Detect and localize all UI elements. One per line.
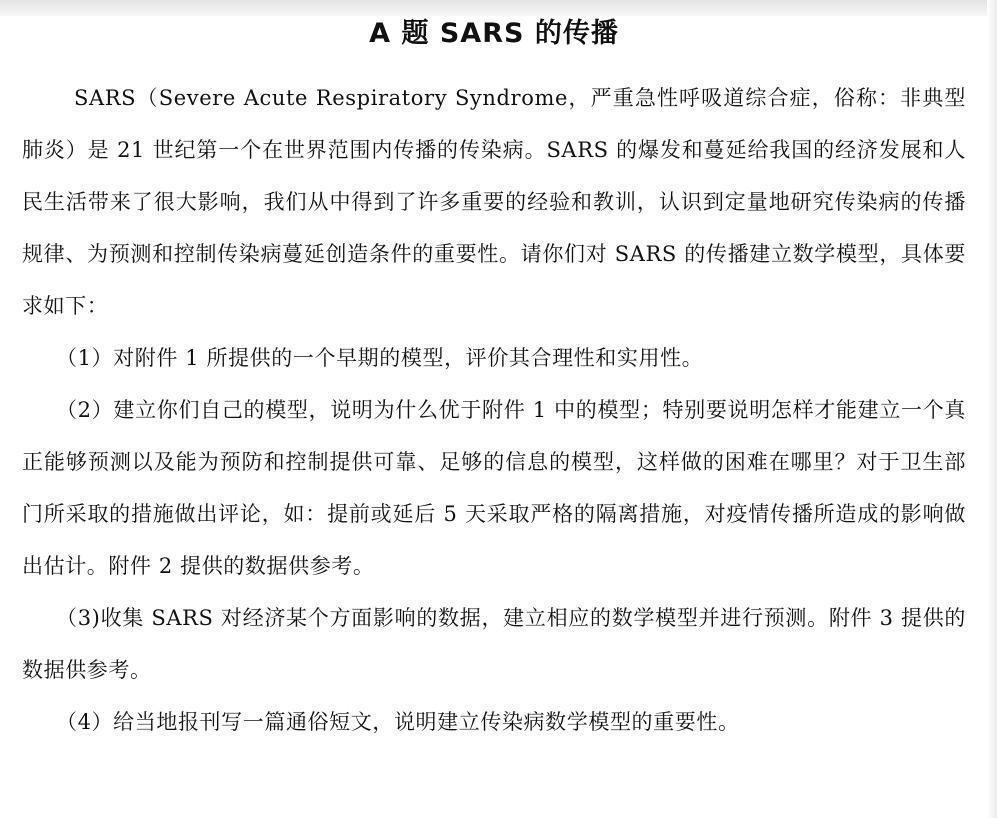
document-page [22, 14, 966, 748]
intro-paragraph: SARS（Severe Acute Respiratory Syndrome，严重急性呼吸道综合症，俗称：非典型肺炎）是 21 世纪第一个在世界范围内传播的传染病。SARS 的爆发和蔓延给我国的经济发展和人民生活带来了很大影响，我们从中得到了许多重要的经验和教训，认识到定量地研究传染病的传播规律、为预测和控制传染病蔓延创造条件的重要性。请你们对 SARS 的传播建立数学模型，具体要求如下： [22, 86, 966, 318]
requirement-3: （3)收集 SARS 对经济某个方面影响的数据，建立相应的数学模型并进行预测。附件 3 提供的数据供参考。 [22, 606, 966, 682]
right-window-edge [987, 0, 997, 818]
requirement-2: （2）建立你们自己的模型，说明为什么优于附件 1 中的模型；特别要说明怎样才能建立一个真正能够预测以及能为预防和控制提供可靠、足够的信息的模型，这样做的困难在哪里？对于卫生部门所采取的措施做出评论，如：提前或延后 5 天采取严格的隔离措施，对疫情传播所造成的影响做出估计。附件 2 提供的数据供参考。 [22, 398, 966, 578]
requirement-4: （4）给当地报刊写一篇通俗短文，说明建立传染病数学模型的重要性。 [56, 710, 740, 734]
requirement-1: （1）对附件 1 所提供的一个早期的模型，评价其合理性和实用性。 [56, 346, 704, 370]
document-title: A 题 SARS 的传播 [369, 18, 619, 49]
